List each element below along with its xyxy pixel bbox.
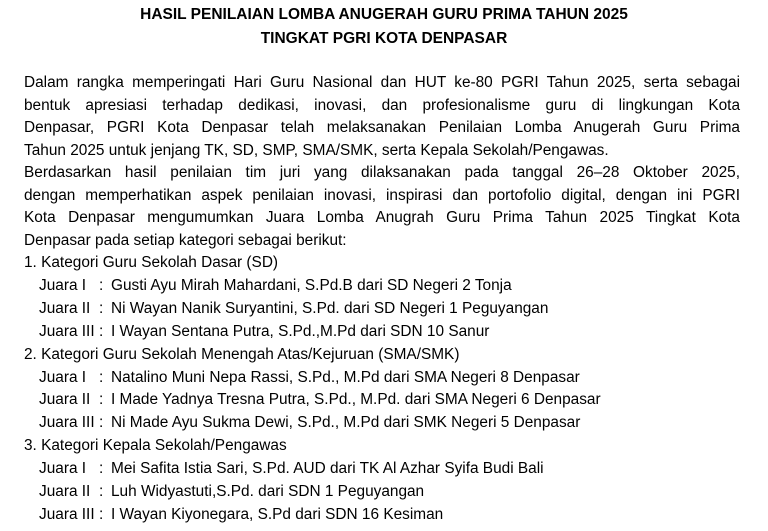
winner-separator: : bbox=[99, 460, 104, 478]
winner-row bbox=[24, 275, 754, 298]
winner-rank: Juara II bbox=[39, 483, 91, 501]
winner-row bbox=[24, 389, 754, 412]
intro-text bbox=[24, 72, 740, 252]
winner-separator: : bbox=[99, 483, 104, 501]
paragraph-line: dengan memperhatikan aspek penilaian inovasi, inspirasi dan portofolio digital, dengan ini PGRI bbox=[24, 186, 740, 204]
winner-name: Ni Wayan Nanik Suryantini, S.Pd. dari SD Negeri 1 Peguyangan bbox=[111, 299, 549, 317]
winner-rank: Juara II bbox=[39, 299, 91, 317]
category-heading: 2. Kategori Guru Sekolah Menengah Atas/Kejuruan (SMA/SMK) bbox=[24, 345, 460, 363]
winner-name: Gusti Ayu Mirah Mahardani, S.Pd.B dari SD Negeri 2 Tonja bbox=[111, 276, 512, 294]
document-title: HASIL PENILAIAN LOMBA ANUGERAH GURU PRIMA TAHUN 2025 bbox=[140, 6, 628, 23]
category-heading: 3. Kategori Kepala Sekolah/Pengawas bbox=[24, 437, 287, 455]
winner-separator: : bbox=[99, 414, 104, 432]
paragraph-line: bentuk apresiasi terhadap dedikasi, inovasi, dan profesionalisme guru di lingkungan Kota bbox=[24, 96, 740, 114]
winner-row bbox=[24, 298, 754, 321]
winner-name: Luh Widyastuti,S.Pd. dari SDN 1 Peguyangan bbox=[111, 483, 425, 501]
winner-row bbox=[24, 458, 754, 481]
category-heading: 1. Kategori Guru Sekolah Dasar (SD) bbox=[24, 254, 279, 271]
winner-rank: Juara III bbox=[39, 322, 95, 340]
winner-separator: : bbox=[99, 322, 104, 340]
winner-rank: Juara III bbox=[39, 414, 95, 432]
winner-row bbox=[24, 321, 754, 344]
winner-row bbox=[24, 481, 754, 504]
winner-separator: : bbox=[99, 391, 104, 409]
winner-name: Natalino Muni Nepa Rassi, S.Pd., M.Pd dari SMA Negeri 8 Denpasar bbox=[111, 368, 580, 386]
winner-separator: : bbox=[99, 368, 104, 386]
document-subtitle: TINGKAT PGRI KOTA DENPASAR bbox=[260, 30, 508, 47]
winners-list bbox=[24, 252, 754, 527]
winner-row bbox=[24, 412, 754, 435]
paragraph-line: Tahun 2025 untuk jenjang TK, SD, SMP, SMA/SMK, serta Kepala Sekolah/Pengawas. bbox=[24, 141, 609, 159]
paragraph-line: Denpasar pada setiap kategori sebagai berikut: bbox=[24, 231, 347, 249]
winner-rank: Juara II bbox=[39, 391, 91, 409]
paragraph-line: Berdasarkan hasil penilaian tim juri yang dilaksanakan pada tanggal 26–28 Oktober 2025, bbox=[24, 164, 740, 181]
winner-rank: Juara I bbox=[39, 368, 87, 386]
winner-row bbox=[24, 367, 754, 390]
winner-row bbox=[24, 504, 754, 527]
winner-name: I Wayan Sentana Putra, S.Pd.,M.Pd dari SDN 10 Sanur bbox=[111, 322, 490, 340]
winner-rank: Juara I bbox=[39, 276, 87, 294]
winner-rank: Juara III bbox=[39, 505, 95, 523]
winner-rank: Juara I bbox=[39, 460, 87, 478]
winner-name: I Wayan Kiyonegara, S.Pd dari SDN 16 Kesiman bbox=[111, 505, 444, 523]
paragraph-line: Denpasar, PGRI Kota Denpasar telah melaksanakan Penilaian Lomba Anugerah Guru Prima bbox=[24, 119, 740, 136]
winner-separator: : bbox=[99, 276, 104, 294]
winner-separator: : bbox=[99, 299, 104, 317]
winner-name: Mei Safita Istia Sari, S.Pd. AUD dari TK Al Azhar Syifa Budi Bali bbox=[111, 460, 544, 478]
paragraph-line: Dalam rangka memperingati Hari Guru Nasional dan HUT ke-80 PGRI Tahun 2025, serta sebagai bbox=[24, 74, 740, 91]
winner-name: Ni Made Ayu Sukma Dewi, S.Pd., M.Pd dari SMK Negeri 5 Denpasar bbox=[111, 414, 581, 432]
winner-separator: : bbox=[99, 505, 104, 523]
winner-name: I Made Yadnya Tresna Putra, S.Pd., M.Pd. dari SMA Negeri 6 Denpasar bbox=[111, 391, 601, 409]
paragraph-line: Kota Denpasar mengumumkan Juara Lomba Anugrah Guru Prima Tahun 2025 Tingkat Kota bbox=[24, 209, 740, 226]
